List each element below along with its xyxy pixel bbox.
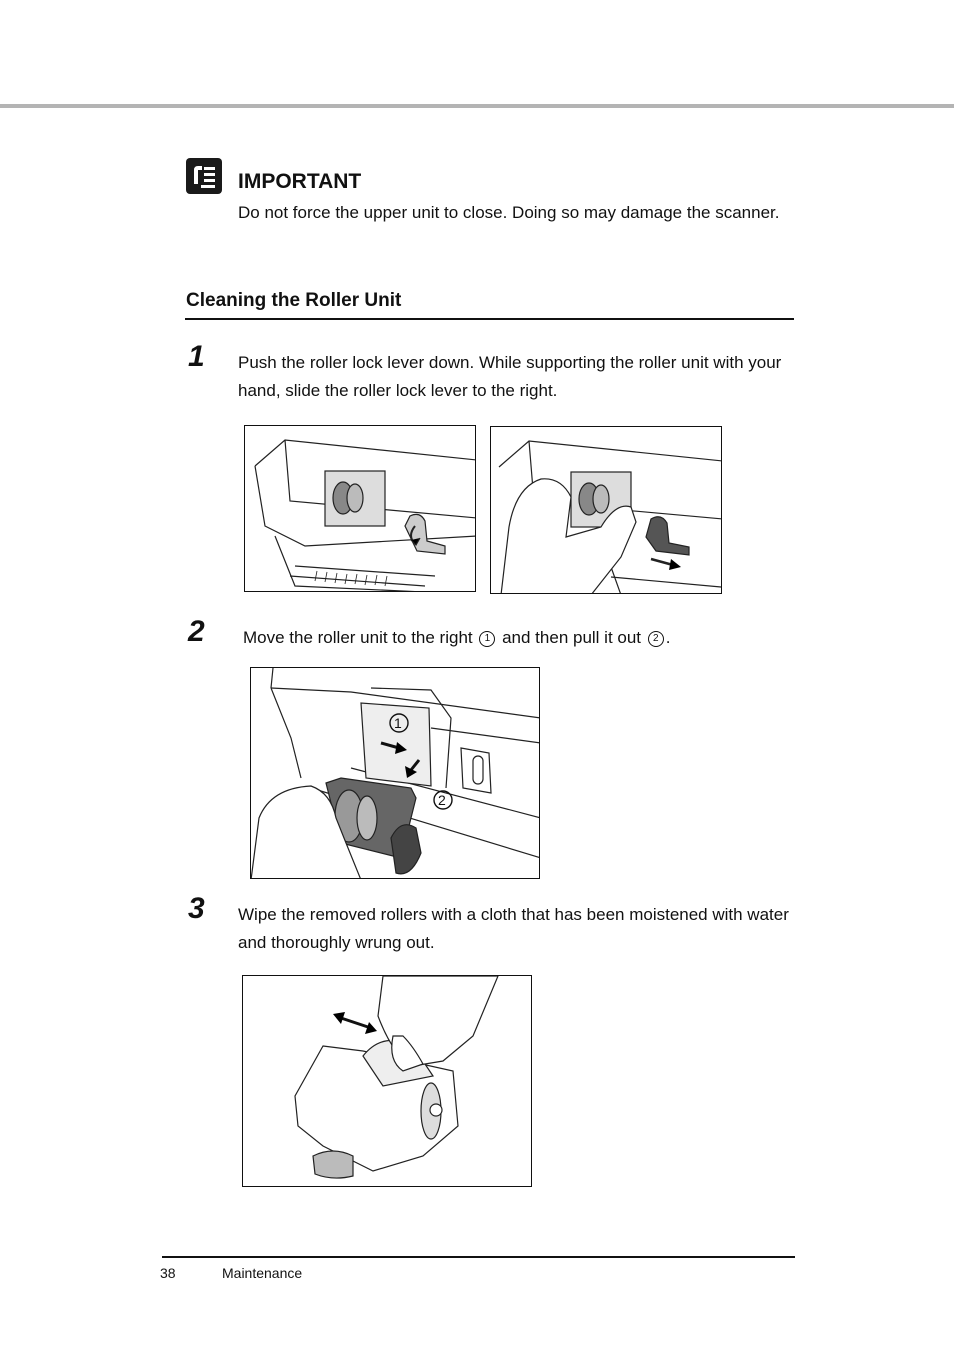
- figure-label-1: 1: [394, 715, 402, 731]
- figure-wipe-rollers: [242, 975, 532, 1187]
- section-rule: [185, 318, 794, 320]
- step-1-text: Push the roller lock lever down. While supporting the roller unit with your hand, slide the roller lock lever to the right.: [238, 353, 782, 400]
- step-2-text-after: .: [665, 628, 671, 647]
- step-2-marker-2: 2: [648, 631, 664, 647]
- footer-section-name: Maintenance: [222, 1265, 303, 1281]
- important-text: Do not force the upper unit to close. Doing so may damage the scanner.: [238, 203, 780, 222]
- section-title: Cleaning the Roller Unit: [186, 290, 402, 311]
- important-title: IMPORTANT: [238, 170, 362, 193]
- page-number: 38: [160, 1265, 176, 1281]
- step-3-text: Wipe the removed rollers with a cloth that has been moistened with water and thoroughly wrung out.: [238, 905, 789, 952]
- step-2-text-before: Move the roller unit to the right: [243, 628, 473, 647]
- step-2-text-middle: and then pull it out: [502, 628, 642, 647]
- figure-lever-push-down: [244, 425, 476, 592]
- important-note-icon: [186, 158, 222, 194]
- step-1-number: 1: [188, 340, 205, 373]
- step-3-number: 3: [188, 892, 205, 925]
- figure-label-2: 2: [438, 792, 446, 808]
- step-2-marker-1: 1: [479, 631, 495, 647]
- step-2-text: [243, 624, 803, 652]
- figure-lever-slide-right: [490, 426, 722, 594]
- figure-roller-pull-out: [250, 667, 540, 879]
- step-2-number: 2: [188, 615, 205, 648]
- header-rule: [0, 104, 954, 108]
- footer-rule: [162, 1256, 795, 1258]
